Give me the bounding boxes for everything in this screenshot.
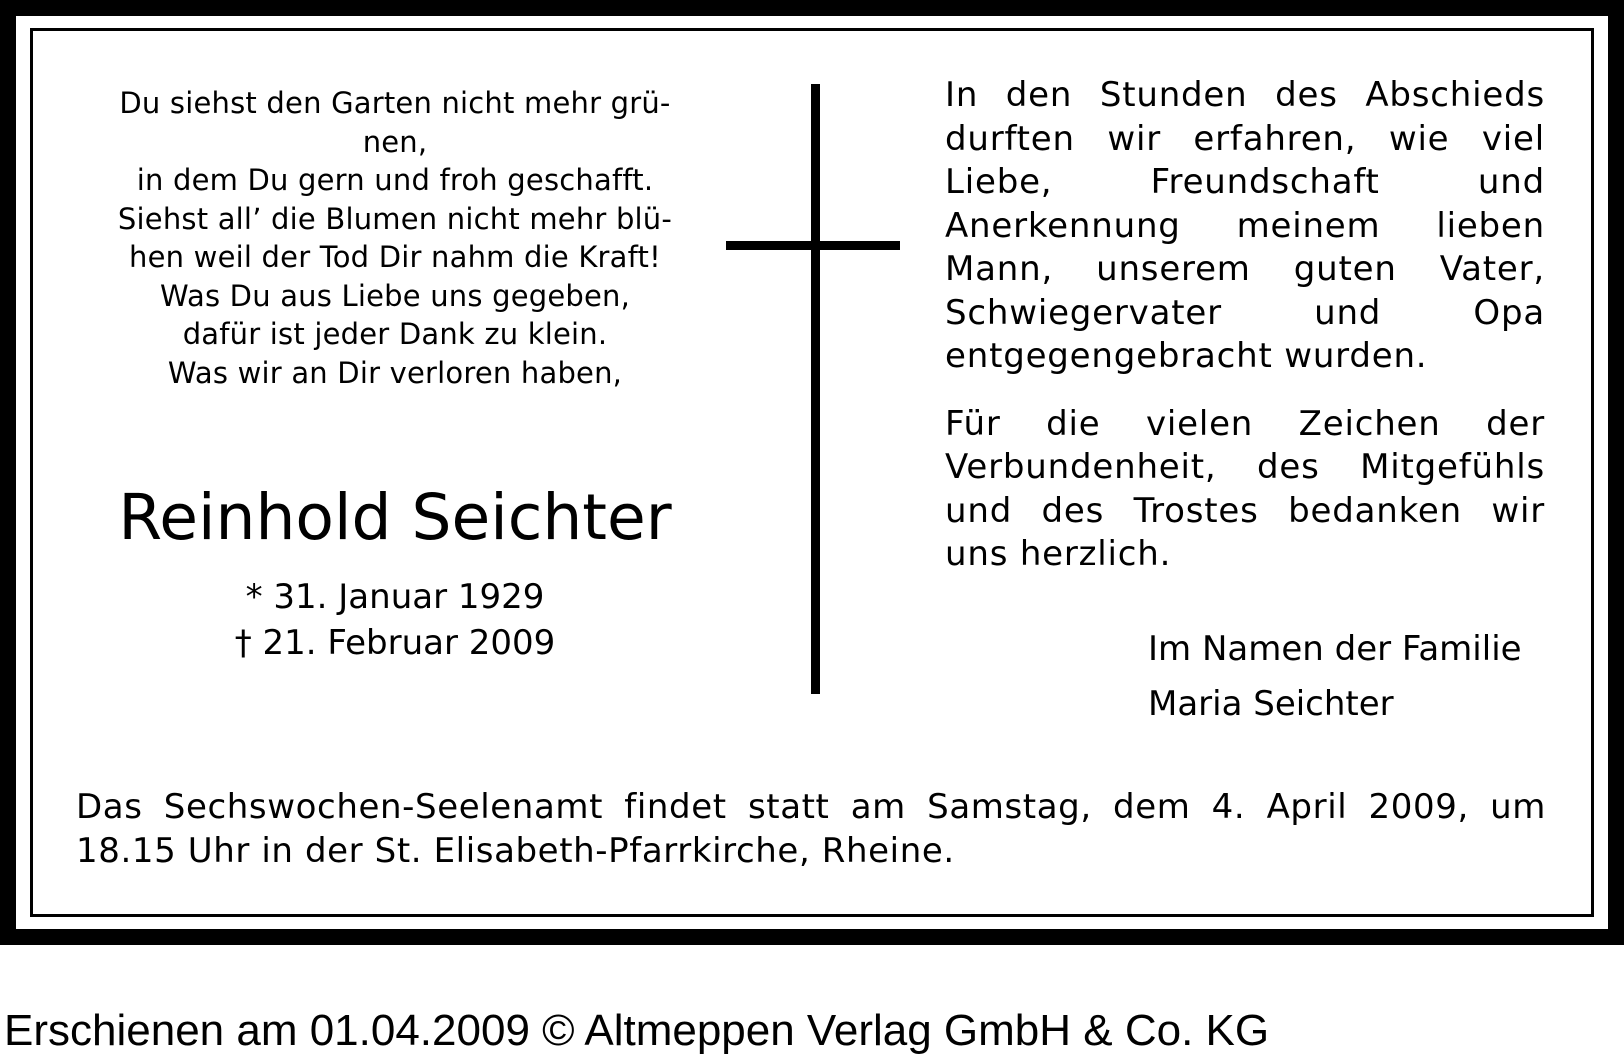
family-signature [1148, 622, 1522, 732]
signature-name: Maria Seichter [1148, 684, 1394, 724]
memorial-poem [80, 84, 710, 392]
thank-you-text [945, 74, 1545, 577]
poem-line: Siehst all’ die Blumen nicht mehr blü- [117, 201, 673, 236]
deceased-name: Reinhold Seichter [118, 481, 672, 554]
poem-line: dafür ist jeder Dank zu klein. [182, 317, 608, 351]
poem-line: hen weil der Tod Dir nahm die Kraft! [129, 240, 661, 274]
life-dates [80, 574, 710, 666]
poem-line: nen, [362, 124, 428, 159]
publication-footer: Erschienen am 01.04.2009 © Altmeppen Verlag GmbH & Co. KG [4, 1006, 1270, 1055]
poem-line: Du siehst den Garten nicht mehr grü- [119, 86, 671, 120]
poem-line: Was wir an Dir verloren haben, [167, 355, 623, 390]
thanks-paragraph: Für die vielen Zeichen der Verbundenheit, des Mitgefühls und des Trostes bedanken wir uns herzlich. [945, 403, 1545, 574]
thanks-paragraph: In den Stunden des Abschieds durften wir erfahren, wie viel Liebe, Freundschaft und Anerkennung meinem lieben Mann, unserem guten Vater, Schwiegervater und Opa entgegengebracht wurden. [945, 75, 1545, 376]
death-date: † 21. Februar 2009 [234, 623, 556, 663]
signature-line: Im Namen der Familie [1148, 629, 1522, 669]
cross-horizontal-bar [726, 241, 900, 250]
cross-vertical-bar [811, 84, 820, 694]
service-announcement: Das Sechswochen-Seelenamt findet statt am Samstag, dem 4. April 2009, um 18.15 Uhr in der St. Elisabeth-Pfarrkirche, Rheine. [76, 787, 1546, 871]
birth-date: * 31. Januar 1929 [245, 577, 545, 617]
poem-line: in dem Du gern und froh geschafft. [136, 163, 654, 197]
poem-line: Was Du aus Liebe uns gegeben, [159, 278, 631, 313]
